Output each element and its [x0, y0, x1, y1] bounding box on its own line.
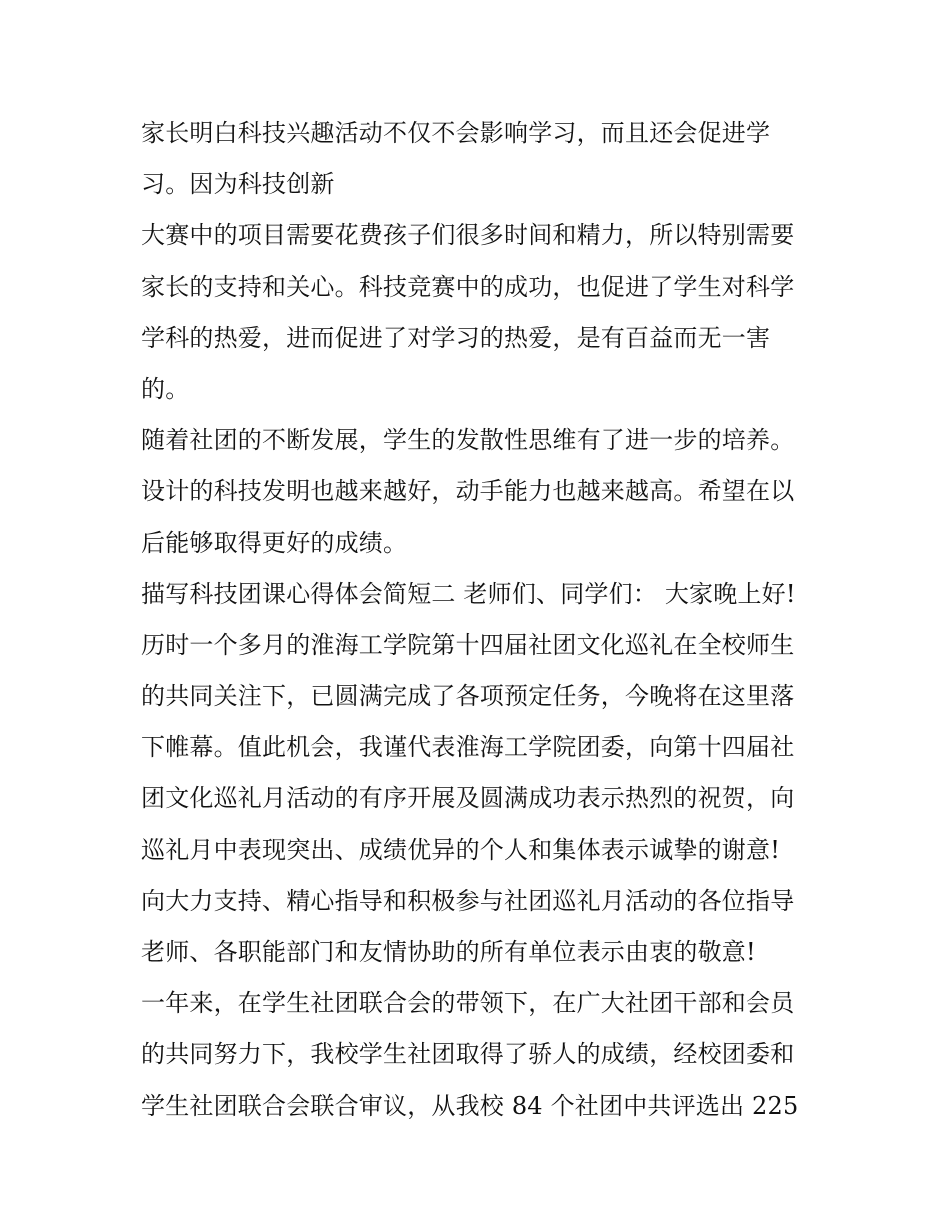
text-line: 后能够取得更好的成绩。: [141, 528, 408, 557]
text-line: 的。: [141, 374, 190, 403]
text-line: 下帷幕。值此机会，我谨代表淮海工学院团委，向第十四届社: [141, 733, 795, 762]
text-line: 的共同努力下，我校学生社团取得了骄人的成绩，经校团委和: [141, 1040, 795, 1069]
text-line: 向大力支持、精心指导和积极参与社团巡礼月活动的各位指导: [141, 886, 795, 915]
text-line: 家长的支持和关心。科技竞赛中的成功，也促进了学生对科学: [141, 272, 795, 301]
text-line: 设计的科技发明也越来越好，动手能力也越来越高。希望在以: [141, 477, 795, 506]
text-line: 老师、各职能部门和友情协助的所有单位表示由衷的敬意!: [141, 938, 756, 966]
text-line: 一年来，在学生社团联合会的带领下，在广大社团干部和会员: [141, 989, 795, 1018]
text-line: 学科的热爱，进而促进了对学习的热爱，是有百益而无一害: [141, 323, 771, 352]
body-text: [141, 108, 821, 1132]
text-line: 历时一个多月的淮海工学院第十四届社团文化巡礼在全校师生: [141, 630, 795, 659]
text-line: 大赛中的项目需要花费孩子们很多时间和精力，所以特别需要: [141, 221, 795, 250]
text-line: 团文化巡礼月活动的有序开展及圆满成功表示热烈的祝贺，向: [141, 784, 795, 813]
text-line: 家长明白科技兴趣活动不仅不会影响学习，而且还会促进学: [141, 119, 771, 147]
text-line: 描写科技团课心得体会简短二 老师们、同学们： 大家晚上好!: [141, 579, 796, 608]
text-line: 习。因为科技创新: [141, 170, 335, 199]
text-line: 随着社团的不断发展，学生的发散性思维有了进一步的培养。: [141, 426, 795, 455]
text-line: 学生社团联合会联合审议，从我校 84 个社团中共评选出 225: [141, 1091, 799, 1120]
text-line: 的共同关注下，已圆满完成了各项预定任务，今晚将在这里落: [141, 682, 795, 711]
text-line: 巡礼月中表现突出、成绩优异的个人和集体表示诚挚的谢意!: [141, 835, 781, 864]
